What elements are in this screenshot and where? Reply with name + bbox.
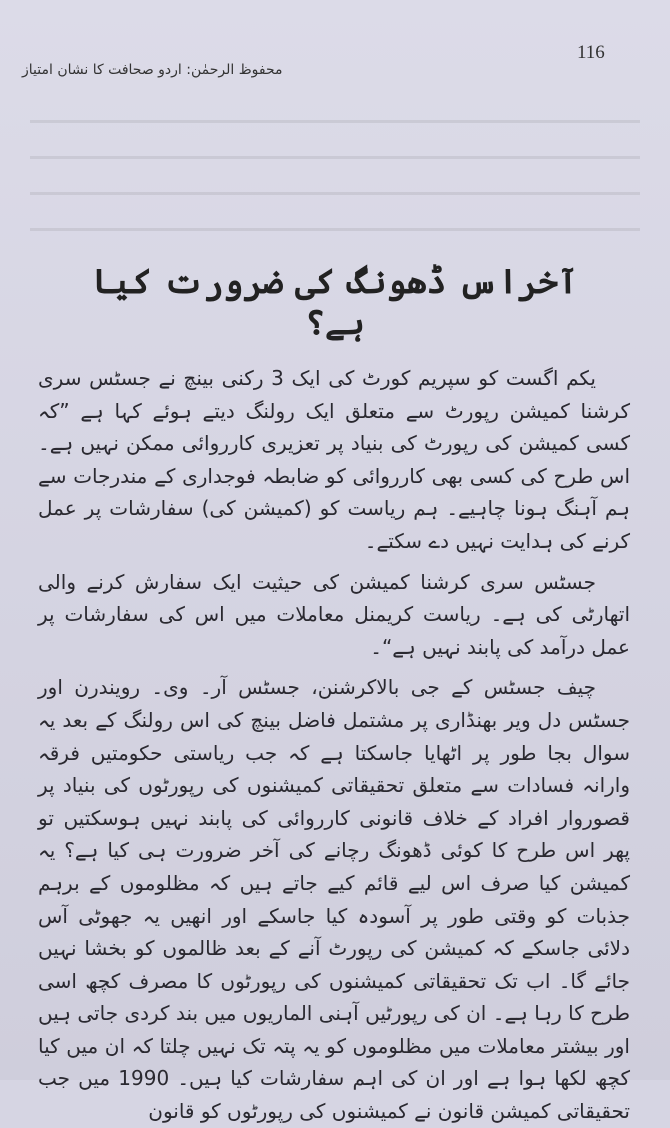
paragraph-3: چیف جسٹس کے جی بالاکرشنن، جسٹس آر۔ وی۔ رویندرن اور جسٹس دل ویر بھنڈاری پر مشتمل فاضل بینچ کی اس رولنگ کے بعد یہ سوال بجا طور پر اٹھایا جاسکتا ہے کہ جب ریاستی حکومتیں فرقہ وارانہ فسادات سے متعلق تحقیقاتی کمیشنوں کی رپورٹوں کی بنیاد پر قصوروار افراد کے خلاف قانونی کارروائی کی پابند نہیں ہوسکتیں تو پھر اس طرح کا کوئی ڈھونگ رچانے کی آخر ضرورت ہی کیا ہے؟ یہ کمیشن کیا صرف اس لیے قائم کیے جاتے ہیں کہ مظلوموں کے برہم جذبات کو وقتی طور پر آسودہ کیا جاسکے اور انھیں یہ جھوٹی آس دلائی جاسکے کہ کمیشن کی رپورٹ آنے کے بعد ظالموں کو بخشا نہیں جائے گا۔ اب تک تحقیقاتی کمیشنوں کی رپورٹوں کا مصرف کچھ اسی طرح کا رہا ہے۔ ان کی رپورٹیں آہنی الماریوں میں بند کردی جاتی ہیں اور بیشتر معاملات میں مظلوموں کو یہ پتہ تک نہیں چلتا کہ ان میں کیا کچھ لکھا ہوا ہے اور ان کی اہم سفارشات کیا ہیں۔ 1990 میں جب تحقیقاتی کمیشن قانون نے کمیشنوں کی رپورٹوں کو قانون — [38, 675, 630, 1124]
page-number: 116 — [577, 42, 605, 63]
paragraph-2: جسٹس سری کرشنا کمیشن کی حیثیت ایک سفارش کرنے والی اتھارٹی کی ہے۔ ریاست کریمنل معاملات میں اس کی سفارشات پر عمل درآمد کی پابند نہیں ہے“۔ — [38, 569, 630, 659]
paragraph-1: یکم اگست کو سپریم کورٹ کی ایک 3 رکنی بینچ نے جسٹس سری کرشنا کمیشن رپورٹ سے متعلق ایک رولنگ دیتے ہوئے کہا ہے ”کہ کسی کمیشن کی رپورٹ کی بنیاد پر تعزیری کارروائی ممکن نہیں ہے۔ اس طرح کی کسی بھی کارروائی کو ضابطہ فوجداری کے مندرجات سے ہم آہنگ ہونا چاہیے۔ ہم ریاست کو (کمیشن کی) سفارشات پر عمل کرنے کی ہدایت نہیں دے سکتے۔ — [38, 366, 630, 553]
article-body — [38, 362, 630, 1128]
running-head: محفوظ الرحمٰن: اردو صحافت کا نشان امتیاز — [22, 62, 283, 78]
article-title: آخراس ڈھونگ کی ضرورت کیا ہے؟ — [92, 261, 578, 343]
page-header — [22, 42, 630, 82]
show-through-text — [30, 90, 640, 240]
